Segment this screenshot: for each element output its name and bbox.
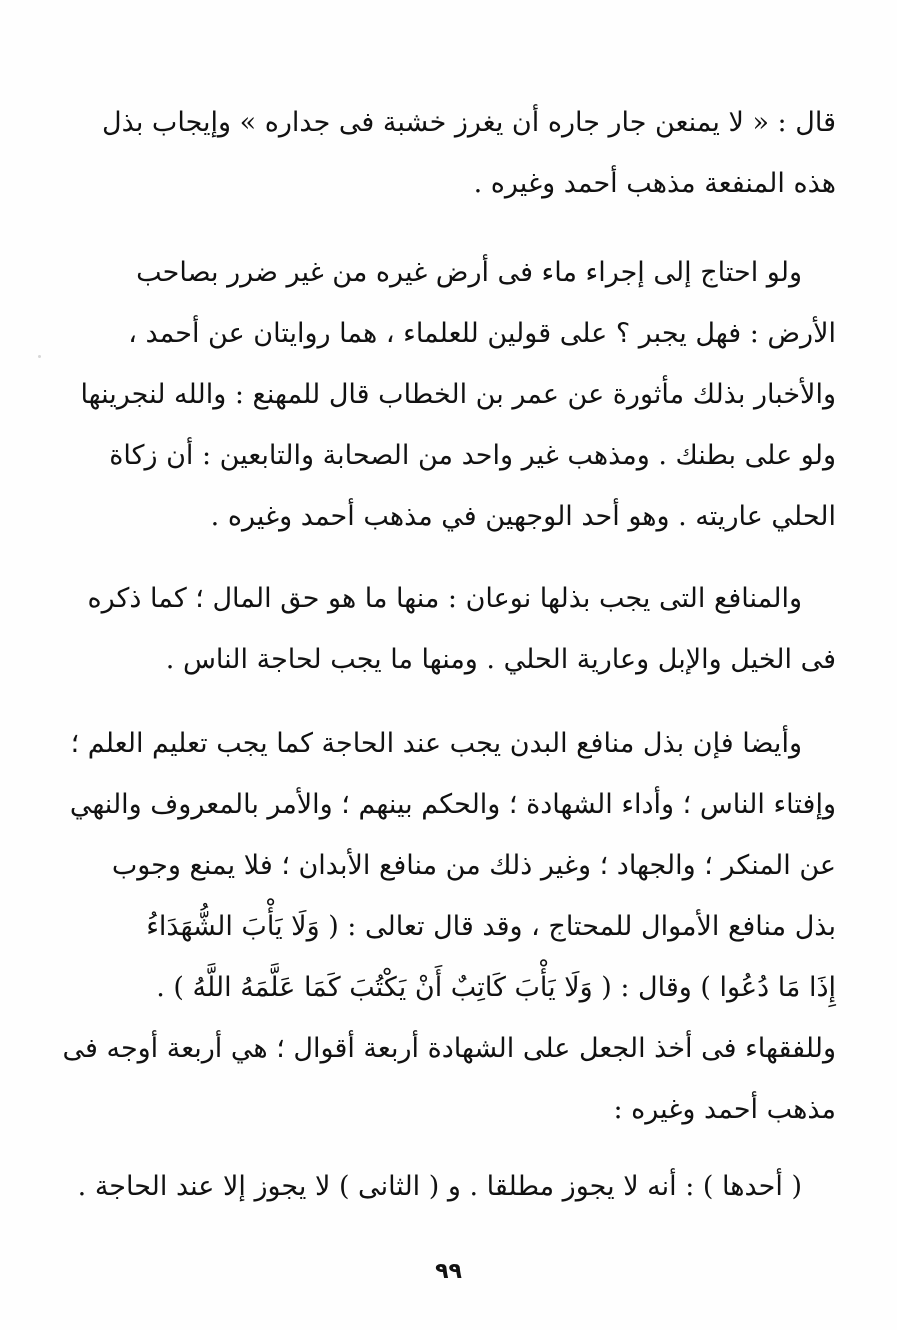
scan-speck [38, 355, 41, 358]
paragraph-2-line-3: والأخبار بذلك مأثورة عن عمر بن الخطاب قال للمهنع : والله لنجرينها [80, 379, 836, 410]
paragraph-3-line-2: فى الخيل والإبل وعارية الحلي . ومنها ما يجب لحاجة الناس . [165, 644, 836, 675]
paragraph-2-line-2: الأرض : فهل يجبر ؟ على قولين للعلماء ، هما روايتان عن أحمد ، [128, 318, 836, 349]
paragraph-1-line-1: قال : « لا يمنعن جار جاره أن يغرز خشبة فى جداره » وإيجاب بذل [102, 107, 836, 138]
paragraph-2-line-1: ولو احتاج إلى إجراء ماء فى أرض غيره من غير ضرر بصاحب [136, 257, 802, 288]
paragraph-2-line-5: الحلي عاريته . وهو أحد الوجهين في مذهب أحمد وغيره . [210, 501, 836, 532]
paragraph-5-line-1: ( أحدها ) : أنه لا يجوز مطلقا . و ( الثانى ) لا يجوز إلا عند الحاجة . [77, 1171, 802, 1202]
page-number: ٩٩ [435, 1259, 462, 1284]
paragraph-2-line-4: ولو على بطنك . ومذهب غير واحد من الصحابة والتابعين : أن زكاة [109, 440, 836, 471]
paragraph-4-line-3: عن المنكر ؛ والجهاد ؛ وغير ذلك من منافع الأبدان ؛ فلا يمنع وجوب [111, 850, 836, 881]
paragraph-4 [62, 713, 836, 1140]
paragraph-1-line-2: هذه المنفعة مذهب أحمد وغيره . [473, 168, 836, 199]
paragraph-4-line-4: بذل منافع الأموال للمحتاج ، وقد قال تعالى : ( وَلَا يَأْبَ الشُّهَدَاءُ [146, 911, 836, 942]
paragraph-4-line-2: وإفتاء الناس ؛ وأداء الشهادة ؛ والحكم بينهم ؛ والأمر بالمعروف والنهي [69, 789, 836, 820]
paragraph-3 [87, 568, 836, 690]
paragraph-2 [80, 242, 836, 547]
paragraph-4-line-6: وللفقهاء فى أخذ الجعل على الشهادة أربعة أقوال ؛ هي أربعة أوجه فى [62, 1033, 836, 1064]
paragraph-1 [102, 92, 836, 214]
paragraph-4-line-1: وأيضا فإن بذل منافع البدن يجب عند الحاجة كما يجب تعليم العلم ؛ [70, 728, 802, 759]
paragraph-5 [77, 1156, 836, 1217]
paragraph-3-line-1: والمنافع التى يجب بذلها نوعان : منها ما هو حق المال ؛ كما ذكره [87, 583, 802, 614]
paragraph-4-line-5: إِذَا مَا دُعُوا ) وقال : ( وَلَا يَأْبَ كَاتِبٌ أَنْ يَكْتُبَ كَمَا عَلَّمَهُ اللَّهُ ) . [156, 972, 836, 1003]
paragraph-4-line-7: مذهب أحمد وغيره : [613, 1094, 836, 1125]
